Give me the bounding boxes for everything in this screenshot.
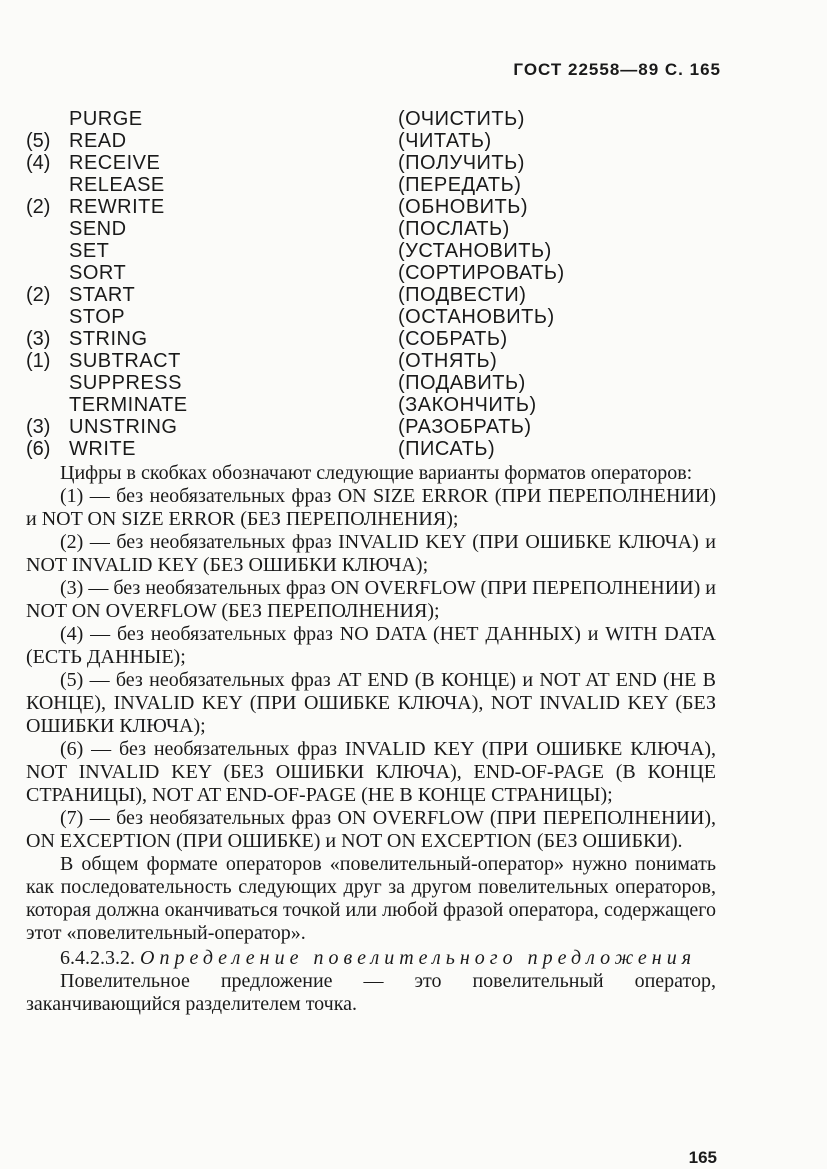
definition-paragraph: Повелительное предложение — это повелительный оператор, заканчивающийся разделителем точка. — [26, 970, 716, 1015]
operator-name: PURGE — [69, 108, 143, 130]
format-number: (2) — [26, 196, 51, 218]
format-number — [26, 240, 69, 262]
general-paragraph: В общем формате операторов «повелительный-оператор» нужно понимать как последовательность следующих друг за другом повелительных операторов, которая должна оканчиваться точкой или любой фразой оператора, содержащего этот «повелительный-оператор». — [26, 853, 716, 944]
variant-paragraph: (6) — без необязательных фраз INVALID KEY (ПРИ ОШИБКЕ КЛЮЧА), NOT INVALID KEY (БЕЗ ОШИБКИ КЛЮЧА), END-OF-PAGE (В КОНЦЕ СТРАНИЦЫ), NOT AT END-OF-PAGE (НЕ В КОНЦЕ СТРАНИЦЫ); — [26, 738, 716, 806]
format-number — [26, 174, 69, 196]
operator-translation: (ПЕРЕДАТЬ) — [398, 174, 522, 196]
operator-name: UNSTRING — [69, 416, 178, 438]
operator-row — [26, 262, 626, 284]
format-number — [26, 218, 69, 240]
operator-name: STOP — [69, 306, 126, 328]
operator-row — [26, 328, 626, 350]
operator-translation: (ОСТАНОВИТЬ) — [398, 306, 555, 328]
operator-translation: (ОТНЯТЬ) — [398, 350, 498, 372]
operator-translation: (ОЧИСТИТЬ) — [398, 108, 525, 130]
format-number: (1) — [26, 350, 51, 372]
format-number — [26, 108, 69, 130]
body-text — [26, 462, 716, 1016]
intro-paragraph: Цифры в скобках обозначают следующие варианты форматов операторов: — [60, 462, 693, 484]
operator-translation: (РАЗОБРАТЬ) — [398, 416, 532, 438]
section-title: Определение повелительного предложения — [140, 947, 697, 969]
operator-name: SORT — [69, 262, 127, 284]
operator-translation: (ПОЛУЧИТЬ) — [398, 152, 525, 174]
operator-row — [26, 350, 626, 372]
operator-name: RELEASE — [69, 174, 165, 196]
operator-name: READ — [69, 130, 127, 152]
operator-row — [26, 152, 626, 174]
variant-paragraph: (2) — без необязательных фраз INVALID KEY (ПРИ ОШИБКЕ КЛЮЧА) и NOT INVALID KEY (БЕЗ ОШИБКИ КЛЮЧА); — [26, 531, 716, 576]
operator-row — [26, 130, 626, 152]
format-number: (2) — [26, 284, 51, 306]
operator-name: TERMINATE — [69, 394, 188, 416]
format-number: (3) — [26, 328, 51, 350]
operator-row — [26, 108, 626, 130]
format-number — [26, 394, 69, 416]
operator-translation: (СОБРАТЬ) — [398, 328, 508, 350]
variant-paragraph: (4) — без необязательных фраз NO DATA (НЕТ ДАННЫХ) и WITH DATA (ЕСТЬ ДАННЫЕ); — [26, 623, 716, 668]
operator-row — [26, 174, 626, 196]
operator-name: SEND — [69, 218, 127, 240]
variant-paragraph: (5) — без необязательных фраз AT END (В КОНЦЕ) и NOT AT END (НЕ В КОНЦЕ), INVALID KEY (ПРИ ОШИБКЕ КЛЮЧА), NOT INVALID KEY (БЕЗ ОШИБКИ КЛЮЧА); — [26, 669, 716, 737]
operator-translation: (ПОСЛАТЬ) — [398, 218, 510, 240]
operator-name: SUPPRESS — [69, 372, 182, 394]
format-number: (4) — [26, 152, 51, 174]
section-number: 6.4.2.3.2. — [60, 947, 135, 969]
operator-name: REWRITE — [69, 196, 165, 218]
operator-name: STRING — [69, 328, 148, 350]
variant-paragraph: (7) — без необязательных фраз ON OVERFLOW (ПРИ ПЕРЕПОЛНЕНИИ), ON EXCEPTION (ПРИ ОШИБКЕ) и NOT ON EXCEPTION (БЕЗ ОШИБКИ). — [26, 807, 716, 852]
operator-translation: (ЧИТАТЬ) — [398, 130, 492, 152]
operator-name: WRITE — [69, 438, 136, 460]
format-number: (6) — [26, 438, 51, 460]
variant-paragraph: (3) — без необязательных фраз ON OVERFLOW (ПРИ ПЕРЕПОЛНЕНИИ) и NOT ON OVERFLOW (БЕЗ ПЕРЕПОЛНЕНИЯ); — [26, 577, 716, 622]
operator-row — [26, 284, 626, 306]
operator-row — [26, 438, 626, 460]
operator-translation: (СОРТИРОВАТЬ) — [398, 262, 565, 284]
operator-row — [26, 416, 626, 438]
section-heading — [26, 947, 716, 970]
operator-row — [26, 306, 626, 328]
operator-name: START — [69, 284, 136, 306]
format-number — [26, 306, 69, 328]
format-number — [26, 262, 69, 284]
page-header: ГОСТ 22558—89 С. 165 — [513, 60, 721, 79]
format-number: (5) — [26, 130, 51, 152]
format-number — [26, 372, 69, 394]
operator-row — [26, 372, 626, 394]
operator-row — [26, 196, 626, 218]
operator-translation: (ЗАКОНЧИТЬ) — [398, 394, 537, 416]
operator-translation: (ПОДАВИТЬ) — [398, 372, 526, 394]
operator-translation: (ПИСАТЬ) — [398, 438, 496, 460]
operator-name: SET — [69, 240, 110, 262]
operator-row — [26, 394, 626, 416]
format-number: (3) — [26, 416, 51, 438]
operator-name: SUBTRACT — [69, 350, 181, 372]
variant-paragraph: (1) — без необязательных фраз ON SIZE ERROR (ПРИ ПЕРЕПОЛНЕНИИ) и NOT ON SIZE ERROR (БЕЗ ПЕРЕПОЛНЕНИЯ); — [26, 485, 716, 530]
operator-row — [26, 218, 626, 240]
operator-name: RECEIVE — [69, 152, 161, 174]
operator-row — [26, 240, 626, 262]
operator-translation: (УСТАНОВИТЬ) — [398, 240, 552, 262]
page-number: 165 — [688, 1148, 717, 1167]
operator-list — [26, 108, 626, 460]
operator-translation: (ПОДВЕСТИ) — [398, 284, 527, 306]
operator-translation: (ОБНОВИТЬ) — [398, 196, 529, 218]
